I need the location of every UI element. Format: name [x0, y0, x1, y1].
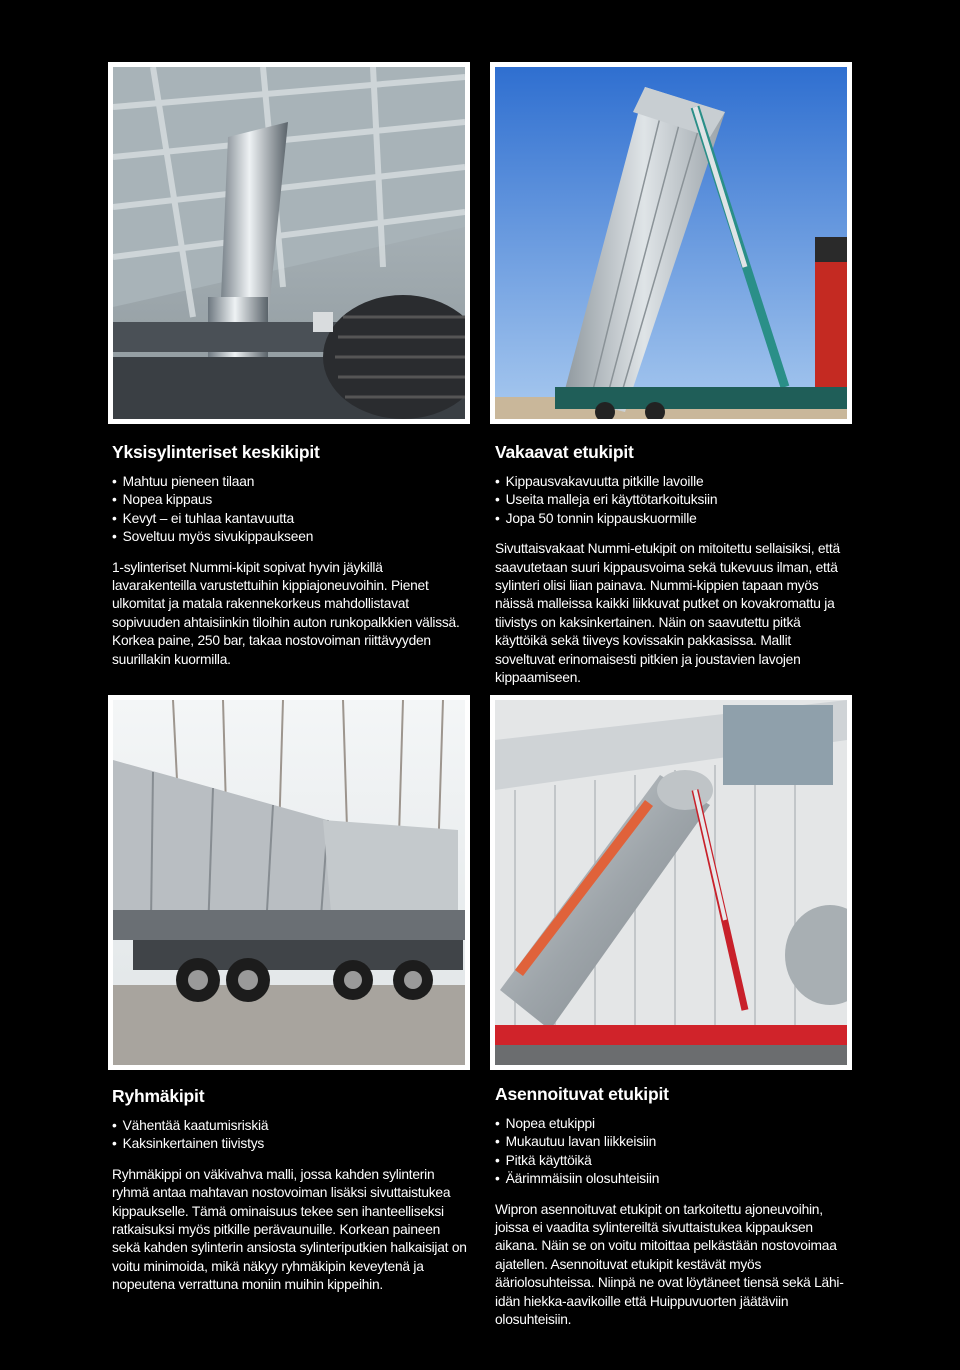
feature-item: • Mahtuu pieneen tilaan: [112, 473, 467, 491]
feature-item: • Useita malleja eri käyttötarkoituksiin: [495, 491, 850, 509]
feature-item: • Pitkä käyttöikä: [495, 1152, 850, 1170]
section-body: 1-sylinteriset Nummi-kipit sopivat hyvin jäykillä lavarakenteilla varustettuihin kippiajoneuvoihin. Pienet ulkomitat ja matala rakennekorkeus mahdollistavat sopivuuden ahtaisiinkin tiloihin auton runkopalkkien välissä. Korkea paine, 250 bar, takaa nostovoiman riittävyyden suurillakin kuormilla.: [112, 559, 460, 667]
section-title: Asennoituvat etukipit: [495, 1084, 669, 1104]
feature-item: • Mukautuu lavan liikkeisiin: [495, 1133, 850, 1151]
feature-item: • Jopa 50 tonnin kippauskuormille: [495, 510, 850, 528]
feature-item: • Nopea kippaus: [112, 491, 467, 509]
feature-item: • Äärimmäisiin olosuhteisiin: [495, 1170, 850, 1188]
photo-front-tipper: [490, 62, 852, 424]
section-title: Yksisylinteriset keskikipit: [112, 442, 320, 462]
feature-list: [112, 473, 467, 547]
feature-item: • Kevyt – ei tuhlaa kantavuutta: [112, 510, 467, 528]
feature-item: • Nopea etukippi: [495, 1115, 850, 1133]
section-body: Sivuttaisvakaat Nummi-etukipit on mitoitettu sellaisiksi, että saavutetaan suuri kippausvoima sekä tukevuus ilman, että sylinteri olisi liian painava. Nummi-kippien tapaan myös näissä malleissa kaikki liikkuvat putket on kovakromattu ja tiivistys on kaksinkertainen. Näin on saavutettu pitkä käyttöikä sekä tiiveys kovissakin pakkasissa. Mallit soveltuvat erinomaisesti pitkien ja joustavien lavojen kippaamiseen.: [495, 541, 840, 686]
section-single-cylinder: [112, 442, 467, 669]
section-body: Wipron asennoituvat etukipit on tarkoitettu ajoneuvoihin, joissa ei vaadita sylintereiltä sivuttaistukea kippauksen aikana. Näin se on voitu mitoittaa pelkästään nostovoimaa ajatellen. Asennoituvat etukipit kestävät myös ääriolosuhteissa. Niinpä ne ovat löytäneet tiensä sekä Lähi-idän hiekka-aavikoille että Huippuvuorten jäätäviin olosuhteisiin.: [495, 1201, 844, 1328]
photo-single-cylinder-tipper: [108, 62, 470, 424]
photo-tank-tipper: [490, 695, 852, 1070]
feature-item: • Soveltuu myös sivukippaukseen: [112, 528, 467, 546]
section-stabilizing-front-tippers: [495, 442, 850, 687]
feature-item: • Vähentää kaatumisriskiä: [112, 1117, 467, 1135]
feature-item: • Kippausvakavuutta pitkille lavoille: [495, 473, 850, 491]
photo-group-tipper-truck: [108, 695, 470, 1070]
section-title: Vakaavat etukipit: [495, 442, 634, 462]
section-group-tippers: [112, 1086, 467, 1295]
section-title: Ryhmäkipit: [112, 1086, 205, 1106]
section-positioning-front-tippers: [495, 1084, 850, 1329]
section-body: Ryhmäkippi on väkivahva malli, jossa kahden sylinterin ryhmä antaa mahtavan nostovoiman lisäksi sivuttaistukea kippaukselle. Tämä ominaisuus tekee sen ihanteelliseksi ratkaisuksi myös pitkille perävaunuille. Korkean paineen sekä kahden sylinterin ansiosta sylinteriputkien halkaisijat on voitu minimoida, mikä näkyy ryhmäkipin keveytenä ja nopeutena verrattuna moniin muihin kippeihin.: [112, 1166, 467, 1293]
feature-list: [495, 473, 850, 528]
feature-item: • Kaksinkertainen tiivistys: [112, 1135, 467, 1153]
feature-list: [495, 1115, 850, 1189]
feature-list: [112, 1117, 467, 1154]
